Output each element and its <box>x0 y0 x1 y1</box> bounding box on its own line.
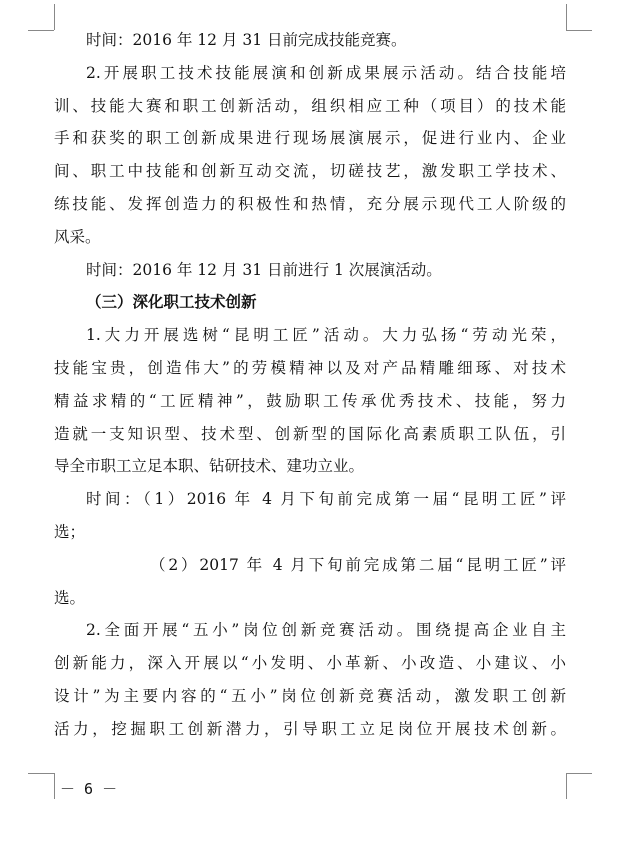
text-line: 练技能、发挥创造力的积极性和热情，充分展示现代工人阶级的 <box>54 194 566 213</box>
text-line: 技能宝贵，创造伟大”的劳模精神以及对产品精雕细琢、对技术 <box>54 358 566 377</box>
text-line: 训、技能大赛和职工创新活动，组织相应工种（项目）的技术能 <box>54 96 566 115</box>
crop-mark-bottom-right-v <box>566 773 567 799</box>
text-line: 风采。 <box>54 227 101 246</box>
crop-mark-bottom-left-v <box>54 773 55 799</box>
section-heading: （三）深化职工技术创新 <box>86 292 257 312</box>
crop-mark-top-left-h <box>28 30 54 31</box>
text-line: 时间：（1）2016 年 4 月下旬前完成第一届“昆明工匠”评 <box>86 490 566 509</box>
text-line: 造就一支知识型、技术型、创新型的国际化高素质职工队伍，引 <box>54 424 566 443</box>
text-line: 创新能力，深入开展以“小发明、小革新、小改造、小建议、小 <box>54 654 566 673</box>
text-line: 时间：2016 年 12 月 31 日前进行 1 次展演活动。 <box>86 260 442 279</box>
text-line: 2.全面开展“五小”岗位创新竞赛活动。围绕提高企业自主 <box>86 621 566 640</box>
crop-mark-top-right-h <box>566 30 592 31</box>
text-line: 导全市职工立足本职、钻研技术、建功立业。 <box>54 457 365 476</box>
text-line: 2.开展职工技术技能展演和创新成果展示活动。结合技能培 <box>86 63 566 82</box>
page-number: － 6 － <box>60 780 118 798</box>
text-line: 精益求精的“工匠精神”，鼓励职工传承优秀技术、技能，努力 <box>54 391 566 410</box>
crop-mark-bottom-right-h <box>566 773 592 774</box>
text-line: （2）2017 年 4 月下旬前完成第二届“昆明工匠”评 <box>150 555 566 574</box>
text-line: 设计”为主要内容的“五小”岗位创新竞赛活动，激发职工创新 <box>54 686 566 705</box>
text-line: 选。 <box>54 588 86 607</box>
text-line: 时间：2016 年 12 月 31 日前完成技能竞赛。 <box>86 31 407 49</box>
document-body <box>54 24 566 746</box>
crop-mark-top-right-v <box>566 4 567 30</box>
text-line: 间、职工中技能和创新互动交流，切磋技艺，激发职工学技术、 <box>54 162 566 181</box>
crop-mark-bottom-left-h <box>28 773 54 774</box>
text-line: 活力，挖掘职工创新潜力，引导职工立足岗位开展技术创新。 <box>54 719 566 738</box>
text-line: 选； <box>54 522 86 541</box>
text-line: 手和获奖的职工创新成果进行现场展演展示，促进行业内、企业 <box>54 129 566 148</box>
text-line: 1.大力开展选树“昆明工匠”活动。大力弘扬“劳动光荣， <box>86 326 566 345</box>
